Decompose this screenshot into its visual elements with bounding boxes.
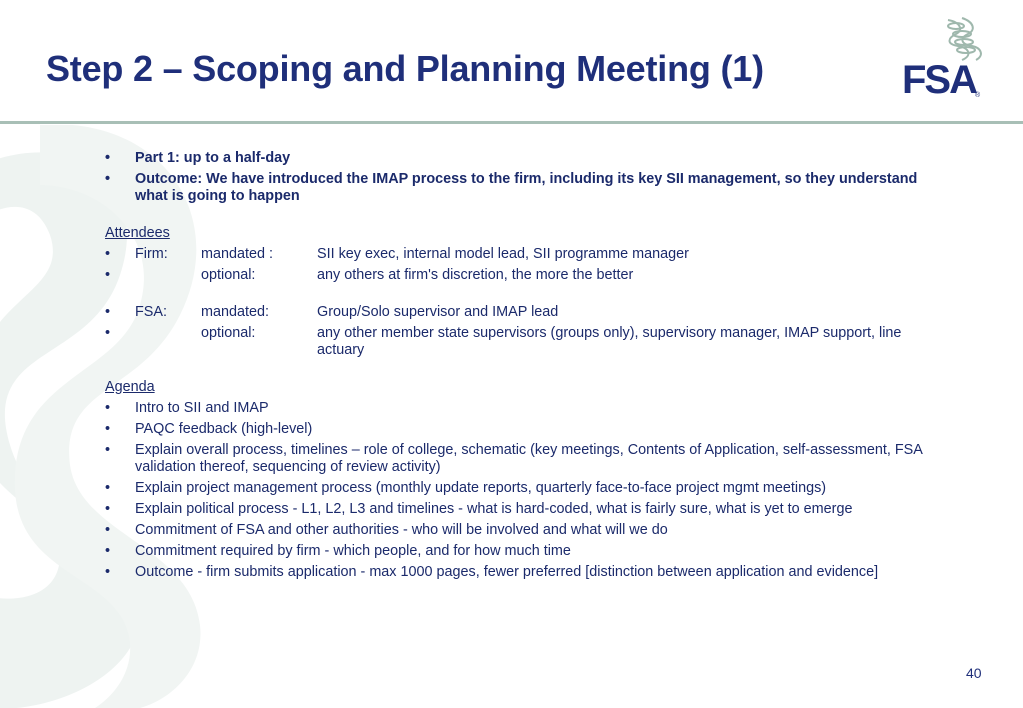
agenda-item: • Explain overall process, timelines – role of college, schematic (key meetings, Contents of Application, self-assessment, FSA validation thereof, sequencing of review activity) — [105, 442, 945, 476]
attendee-org: • FSA: — [135, 304, 167, 320]
attendee-list: SII key exec, internal model lead, SII programme manager — [317, 246, 689, 262]
slide-body — [105, 150, 945, 585]
attendee-row — [105, 246, 945, 263]
agenda-item: • Intro to SII and IMAP — [105, 400, 945, 417]
attendee-list: any others at firm's discretion, the more the better — [317, 267, 634, 283]
attendee-type: • optional: — [201, 267, 256, 283]
agenda-item: • Explain project management process (monthly update reports, quarterly face-to-face project mgmt meetings) — [105, 480, 945, 497]
attendee-row — [105, 304, 945, 321]
agenda-item: • Commitment of FSA and other authorities - who will be involved and what will we do — [105, 522, 945, 539]
attendee-type: mandated : — [201, 246, 274, 262]
intro-outcome: • Outcome: We have introduced the IMAP process to the firm, including its key SII management, so they understand what is going to happen — [105, 171, 945, 205]
slide-title: Step 2 – Scoping and Planning Meeting (1) — [46, 48, 764, 89]
attendee-list: Group/Solo supervisor and IMAP lead — [317, 304, 559, 320]
attendee-type: mandated: — [201, 304, 270, 320]
attendee-org — [135, 325, 201, 359]
header-divider — [0, 121, 1023, 124]
page-number: 40 — [966, 665, 982, 681]
attendee-list: any other member state supervisors (groups only), supervisory manager, IMAP support, line actuary — [317, 325, 902, 358]
agenda-heading: Agenda — [105, 379, 155, 395]
agenda-item: • Explain political process - L1, L2, L3 and timelines - what is hard-coded, what is fairly sure, what is yet to emerge — [105, 501, 945, 518]
fsa-logo: FSA — [902, 58, 976, 102]
agenda-item: • PAQC feedback (high-level) — [105, 421, 945, 438]
attendees-heading: Attendees — [105, 225, 170, 241]
attendee-row — [105, 267, 945, 284]
attendee-org: • Firm: — [135, 246, 168, 262]
attendee-row — [105, 325, 945, 359]
agenda-item: • Outcome - firm submits application - max 1000 pages, fewer preferred [distinction between application and evidence] — [105, 564, 945, 581]
attendee-org — [135, 267, 201, 284]
agenda-item: • Commitment required by firm - which people, and for how much time — [105, 543, 945, 560]
intro-part: • Part 1: up to a half-day — [105, 150, 945, 167]
registered-mark: ® — [975, 92, 981, 99]
attendee-type: • optional: — [201, 325, 256, 341]
